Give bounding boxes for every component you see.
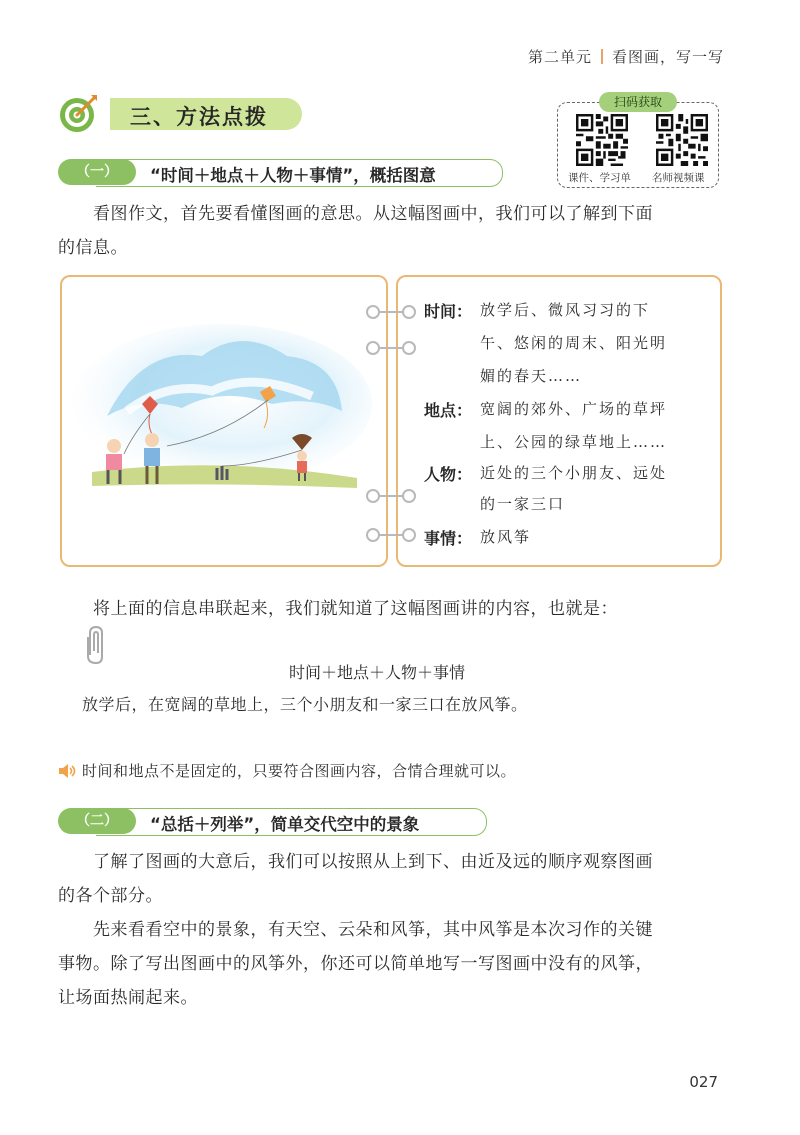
pin-dot-1a <box>366 305 380 319</box>
place-line-1: 宽阔的郊外、广场的草坪 <box>480 400 668 418</box>
time-line-2: 午、悠闲的周末、阳光明 <box>480 334 668 352</box>
people-line-1: 近处的三个小朋友、远处 <box>480 464 668 482</box>
subsection-1-tag: （一） <box>58 159 136 185</box>
people-label: 人物： <box>424 465 473 484</box>
section-title: 三、方法点拨 <box>130 105 268 129</box>
subsection-2-title: “总括＋列举”，简单交代空中的景象 <box>150 815 420 834</box>
time-line-1: 放学后、微风习习的下 <box>480 301 651 319</box>
pin-dot-4b <box>402 528 416 542</box>
people-line-2: 的一家三口 <box>480 495 566 513</box>
running-header <box>528 46 724 67</box>
target-icon <box>58 92 100 134</box>
event-line-1: 放风筝 <box>480 528 532 546</box>
pin-dot-4a <box>366 528 380 542</box>
video-qr-caption: 名师视频课 <box>652 172 705 184</box>
courseware-qr-caption: 课件、学习单 <box>568 172 631 184</box>
subsection-1-title: “时间＋地点＋人物＋事情”，概括图意 <box>150 166 436 185</box>
time-label: 时间： <box>424 302 473 321</box>
para1-line-2: 的各个部分。 <box>58 886 163 906</box>
subsection-2-tag: （二） <box>58 808 136 834</box>
kite-flying-illustration <box>72 286 372 554</box>
speaker-icon <box>58 763 76 779</box>
event-label: 事情： <box>424 529 473 548</box>
place-line-2: 上、公园的绿草地上…… <box>480 433 668 451</box>
pin-dot-2a <box>366 341 380 355</box>
intro-line-2: 的信息。 <box>58 238 128 258</box>
time-line-3: 媚的春天…… <box>480 367 583 385</box>
courseware-qr-code[interactable] <box>576 114 628 166</box>
unit-label: 第二单元 <box>527 48 592 66</box>
qr-badge: 扫码获取 <box>599 92 677 112</box>
para1-line-1: 了解了图画的大意后，我们可以按照从上到下、由近及远的顺序观察图画 <box>93 852 653 872</box>
paperclip-icon <box>82 625 110 665</box>
pin-dot-3a <box>366 489 380 503</box>
pin-dot-2b <box>402 341 416 355</box>
page-number: 027 <box>689 1073 718 1091</box>
header-separator <box>601 49 603 64</box>
lesson-label: 看图画，写一写 <box>611 48 724 66</box>
tip-text: 时间和地点不是固定的，只要符合图画内容，合情合理就可以。 <box>82 762 517 780</box>
video-lesson-qr-code[interactable] <box>656 114 708 166</box>
formula-line: 时间＋地点＋人物＋事情 <box>289 663 466 682</box>
para2-line-3: 让场面热闹起来。 <box>58 988 198 1008</box>
pin-dot-3b <box>402 489 416 503</box>
para2-line-2: 事物。除了写出图画中的风筝外，你还可以简单地写一写图画中没有的风筝， <box>58 954 653 974</box>
pin-dot-1b <box>402 305 416 319</box>
connect-sentence: 将上面的信息串联起来，我们就知道了这幅图画讲的内容，也就是： <box>93 599 618 619</box>
place-label: 地点： <box>424 401 473 420</box>
para2-line-1: 先来看看空中的景象，有天空、云朵和风筝，其中风筝是本次习作的关键 <box>93 920 653 940</box>
example-sentence: 放学后，在宽阔的草地上，三个小朋友和一家三口在放风筝。 <box>82 695 528 714</box>
intro-line-1: 看图作文，首先要看懂图画的意思。从这幅图画中，我们可以了解到下面 <box>93 204 653 224</box>
